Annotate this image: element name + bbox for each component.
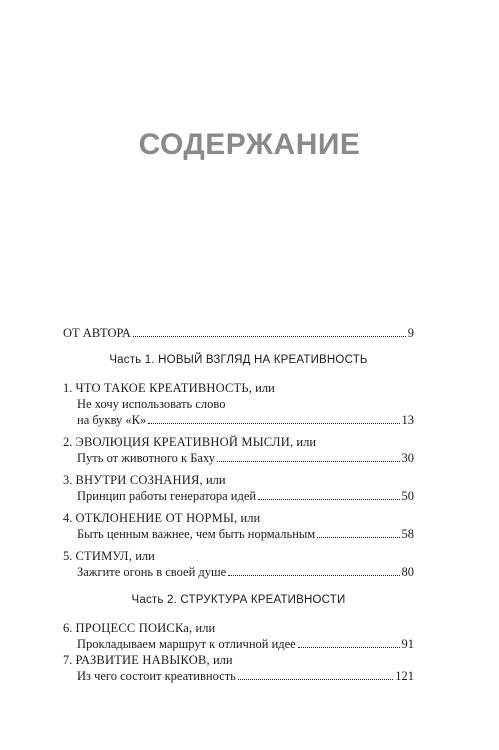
toc-entry-title: ПРОЦЕСС ПОИСКа,	[75, 621, 193, 635]
toc-entry-7[interactable]	[63, 652, 414, 684]
toc-entry-subtitle: Быть ценным важнее, чем быть нормальным	[77, 527, 316, 541]
leader-dots	[148, 412, 399, 424]
toc-entry-5[interactable]	[63, 548, 414, 580]
leader-dots	[238, 668, 393, 680]
toc-entry-6[interactable]	[63, 620, 414, 652]
toc-page-number: 58	[401, 527, 414, 541]
toc-entry-title: РАЗВИТИЕ НАВЫКОВ,	[75, 653, 210, 667]
toc-entry-title: ЭВОЛЮЦИЯ КРЕАТИВНОЙ МЫСЛИ,	[75, 435, 294, 449]
toc-entry-number: 3.	[63, 473, 73, 487]
toc-entry-1[interactable]	[63, 380, 414, 428]
toc-page-number: 9	[407, 326, 414, 340]
toc-page-number: 91	[401, 637, 414, 651]
toc-entry-suffix: или	[293, 435, 317, 449]
toc-entry-author[interactable]	[63, 325, 414, 341]
toc-entry-number: 6.	[63, 621, 73, 635]
toc-entry-4[interactable]	[63, 510, 414, 542]
toc-entry-title: ОТКЛОНЕНИЕ ОТ НОРМЫ,	[75, 511, 238, 525]
toc-entry-title: ВНУТРИ СОЗНАНИЯ,	[75, 473, 203, 487]
toc-entry-suffix: или	[252, 381, 275, 395]
table-of-contents	[63, 325, 414, 684]
toc-entry-suffix: или	[202, 473, 226, 487]
toc-entry-subtitle: Путь от животного к Баху	[77, 451, 216, 465]
toc-entry-title: СТИМУЛ,	[75, 549, 133, 563]
toc-entry-suffix: или	[132, 549, 155, 563]
leader-dots	[217, 450, 399, 462]
page-title: СОДЕРЖАНИЕ	[138, 128, 361, 161]
toc-entry-subtitle: Принцип работы генератора идей	[77, 489, 257, 503]
toc-entry-suffix: или	[192, 621, 216, 635]
toc-page-number: 13	[401, 413, 414, 427]
toc-entry-number: 5.	[63, 549, 73, 563]
part-2-heading: Часть 2. СТРУКТУРА КРЕАТИВНОСТИ	[131, 594, 346, 606]
toc-entry-title: ЧТО ТАКОЕ КРЕАТИВНОСТЬ,	[75, 381, 253, 395]
toc-entry-number: 4.	[63, 511, 73, 525]
toc-entry-subtitle: Из чего состоит креативность	[77, 669, 236, 683]
toc-entry-number: 7.	[63, 653, 73, 667]
toc-entry-label: ОТ АВТОРА	[63, 326, 131, 340]
leader-dots	[317, 526, 399, 538]
toc-entry-3[interactable]	[63, 472, 414, 504]
toc-entry-subtitle: Не хочу использовать слово	[77, 397, 226, 411]
toc-page-number: 50	[401, 489, 414, 503]
leader-dots	[228, 564, 399, 576]
toc-entry-subtitle: на букву «К»	[77, 413, 147, 427]
toc-page-number: 30	[401, 451, 414, 465]
part-1-heading: Часть 1. НОВЫЙ ВЗГЛЯД НА КРЕАТИВНОСТЬ	[109, 354, 368, 366]
toc-page-number: 121	[395, 669, 414, 683]
toc-entry-2[interactable]	[63, 434, 414, 466]
toc-entry-suffix: или	[237, 511, 261, 525]
leader-dots	[258, 488, 399, 500]
toc-entry-subtitle: Прокладываем маршрут к отличной идее	[77, 637, 296, 651]
toc-entry-number: 2.	[63, 435, 73, 449]
toc-entry-suffix: или	[209, 653, 233, 667]
leader-dots	[298, 636, 400, 648]
toc-page-number: 80	[401, 565, 414, 579]
toc-entry-number: 1.	[63, 381, 73, 395]
toc-entry-subtitle: Зажгите огонь в своей душе	[77, 565, 227, 579]
leader-dots	[133, 325, 406, 337]
